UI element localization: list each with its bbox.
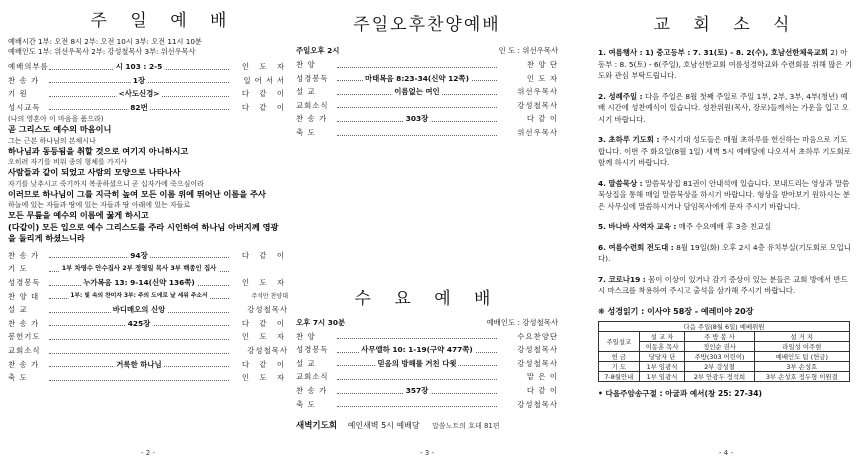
news-item: 3. 초하루 기도회 : 주시기대 성도들은 매월 초하루를 헌신하는 마음으로 기도합니다. 이번 주 화요일(8월 1일) 새벽 5시 예배당에 나오셔서 초하루 기도회로 함께 하시기 바랍니다.: [598, 135, 851, 167]
order-row: 기 원 <사도신경> 다 같 이: [8, 87, 288, 101]
table-cell: 정인순 권사: [685, 341, 754, 351]
verse-line: (나의 영혼아 이 마음을 품으라): [8, 115, 104, 124]
order-row: 설 교 바디매오의 신앙 강성철목사: [8, 303, 288, 317]
table-header: 설 교 자: [639, 331, 685, 341]
dawn-prayer-note: 말씀노트의 호데 81편: [432, 422, 500, 431]
church-news-title: 교 회 소 식: [653, 15, 799, 35]
verse-line: 이러므로 하나님이 그를 지극히 높여 모든 이름 위에 뛰어난 이름을 주사: [8, 188, 266, 199]
table-cell: 라일성 이주현: [754, 341, 849, 351]
afternoon-worship-column: [296, 0, 558, 463]
order-row: 성시교독 82번 다 같 이: [8, 101, 288, 115]
worship-order-2: [8, 249, 288, 385]
order-row: 찬 양 수요찬양단: [296, 331, 558, 341]
news-item: 6. 여름수련회 전도대 : 8월 19일(화) 오후 2시 4층 유치부실(기도회로 모입니다).: [598, 242, 851, 263]
table-cell: 이동훈 목사: [639, 341, 685, 351]
news-item: 2. 성례주일 : 다음 주일은 8월 첫째 주일로 주일 1부, 2부, 3부, 4부(청년) 예배 시간에 성찬예식이 있습니다. 성찬위원(목사, 장로)들께서는 가운을 입고 오시기 바랍니다.: [598, 91, 849, 124]
afternoon-worship-title: 주일오후찬양예배: [353, 15, 501, 35]
page-number: - 3 -: [420, 449, 434, 457]
worship-duty-table: [598, 321, 850, 382]
wednesday-header: 오후 7시 30분 예배인도 : 강성철목사: [296, 317, 558, 327]
verse-line: (다같이) 모든 입으로 예수 그리스도를 주라 시인하여 하나님 아버지께 영광을 돌리게 하셨느니라: [8, 221, 279, 244]
table-cell: 주일설교: [599, 331, 640, 351]
table-row: [599, 361, 850, 371]
order-row: 찬 양 대 1부: 빛 속의 찬미자 3부: 주의 도에로 날 세워 주소서 주석만 찬양대: [8, 290, 288, 304]
table-cell: 3부 손성호 정두형 이원결: [754, 371, 849, 381]
table-row: [599, 351, 850, 361]
news-list: [598, 47, 854, 297]
order-row: 성경봉독 사무엘하 10: 1-19(구약 477쪽) 강성철목사: [296, 343, 558, 357]
table-cell: 3부 손성호: [754, 361, 849, 371]
order-row: 찬 송 가 거룩한 하나님 다 같 이: [8, 358, 288, 372]
news-item: 4. 말씀묵상 : 말씀묵상집 81권이 안내석에 있습니다. 보내드리는 영상과 말씀묵상집을 통해 매일 말씀묵상을 하시기 바랍니다. 형상을 받아보기 원하시는 분은 사무실에 말씀하시거나 담임목사에게 문자 주시기 바랍니다.: [598, 178, 850, 211]
table-cell: 1부 임광식: [639, 361, 685, 371]
table-cell: 당당자 단: [639, 351, 685, 361]
worship-order: [8, 60, 288, 114]
verse-line: 오히려 자기를 비워 종의 형체를 가지사: [8, 158, 128, 167]
table-header: 설 거 지: [754, 331, 849, 341]
church-news-column: [598, 0, 854, 463]
order-row: 찬 송 가 1장 일어서서: [8, 74, 288, 88]
worship-officiants: 예배인도 1부: 위선우목사 2부: 강성철목사 3부: 위선우목사: [8, 47, 196, 56]
order-row: 성경봉독 마태복음 8:23-34(신약 12쪽) 인 도 자: [296, 72, 558, 86]
order-row: 찬 송 가 425장 다 같 이: [8, 317, 288, 331]
verse-line: 곧 그리스도 예수의 마음이니: [8, 124, 112, 135]
sunday-worship-column: [8, 0, 288, 463]
table-header: 주 방 봉 사: [685, 331, 754, 341]
memory-verse: • 다음주암송구절 : 아굴과 예서(창 25: 27-34): [598, 388, 762, 398]
afternoon-order: [296, 58, 558, 140]
order-row: 찬 양 찬 양 단: [296, 60, 558, 69]
order-row: 교회소식 강성철목사: [8, 346, 288, 356]
dawn-prayer-title: 새벽기도회: [296, 421, 338, 432]
order-row: 찬 송 가 303장 다 같 이: [296, 112, 558, 126]
wednesday-order: [296, 330, 558, 412]
order-row: 축 도 강성철목사: [296, 399, 558, 409]
order-row: 교회소식 강성철목사: [296, 100, 558, 110]
verse-line: 자기를 낮추시고 죽기까지 복종하셨으니 곧 십자가에 죽으심이라: [8, 179, 204, 188]
order-row: 교회소식 맡 은 이: [296, 372, 558, 382]
news-item: 5. 바나바 사역자 교육 : 매주 수요예배 후 3층 친교실: [598, 222, 772, 231]
verse-line: 모든 무릎을 예수의 이름에 꿇게 하시고: [8, 210, 149, 221]
dawn-prayer: [296, 419, 558, 431]
order-row: 예배의부름 시 103 : 2-5 인 도 자: [8, 60, 288, 74]
table-row: [599, 371, 850, 381]
table-cell: 주방(303 어린이): [685, 351, 754, 361]
table-cell: 기 도: [599, 361, 640, 371]
table-caption: 다음 주일(8월 6일) 예배위원: [599, 321, 850, 331]
sunday-worship-title: 주 일 예 배: [90, 11, 236, 31]
responsive-reading: [8, 114, 288, 245]
order-row: 봉헌기도 인 도 자: [8, 332, 288, 342]
order-row: 설 교 이름없는 여인 위선우목사: [296, 85, 558, 99]
news-item: 7. 코로나19 : 몸이 이상이 있거나 감기 증상이 있는 분들은 교회 방에서 반드시 마스크를 착용하여 주시고 출석을 삼가해 주시기 바랍니다.: [598, 274, 848, 295]
order-row: 축 도 위선우목사: [296, 127, 558, 137]
page-number: - 4 -: [719, 449, 733, 457]
table-cell: 1부 임광식: [639, 371, 685, 381]
order-row: 설 교 믿음의 방해를 거친 다윗 강성철목사: [296, 357, 558, 371]
verse-line: 하나님과 동등됨을 취할 것으로 여기지 아니하시고: [8, 145, 189, 156]
order-row: 축 도 인 도 자: [8, 373, 288, 383]
wednesday-worship-title: 수 요 예 배: [354, 288, 500, 309]
table-cell: 헌 금: [599, 351, 640, 361]
table-cell: 2부 안광두 정석희: [685, 371, 754, 381]
verse-line: 사람들과 같이 되었고 사람의 모양으로 나타나사: [8, 167, 181, 178]
table-cell: 7-8월안내: [599, 371, 640, 381]
order-row: 찬 송 가 357장 다 같 이: [296, 384, 558, 398]
worship-times: 예배시간 1부: 오전 8시 2부: 오전 10시 3부: 오전 11시 10분: [8, 37, 202, 46]
table-cell: 2부 강성철: [685, 361, 754, 371]
order-row: 찬 송 가 94장 다 같 이: [8, 249, 288, 263]
afternoon-header: 주일오후 2시 인 도 : 위선우목사: [296, 46, 558, 55]
table-cell: 예배인도 팀 (헌금): [754, 351, 849, 361]
order-row: 기 도 1부 차영수 안수집사 2부 정영일 목사 3부 백종인 집사: [8, 262, 288, 276]
bible-reading: ❋ 성경읽기 : 이사야 58장 - 예레미야 20장: [598, 306, 754, 316]
news-item: 1. 여름행사 : 1) 중고등부 : 7. 31(토) - 8. 2(수), 호남선한체육교회 2) 아동부 : 8. 5(토) - 6(주일), 호남선한교회 여름성경학교와 수련회를 위해 많은 기도와 관심 부탁드립니다.: [598, 48, 853, 80]
verse-line: 하늘에 있는 자들과 땅에 있는 자들과 땅 아래에 있는 자들로: [8, 201, 191, 210]
page-number: - 2 -: [141, 449, 155, 457]
order-row: 성경봉독 누가복음 13: 9-14(신약 136쪽) 인 도 자: [8, 276, 288, 290]
table-row: [599, 321, 850, 331]
table-row: [599, 331, 850, 341]
dawn-prayer-detail: 예인새벽 5시 예배당: [347, 421, 420, 431]
verse-line: 그는 근본 하나님의 본체시나: [8, 136, 96, 145]
